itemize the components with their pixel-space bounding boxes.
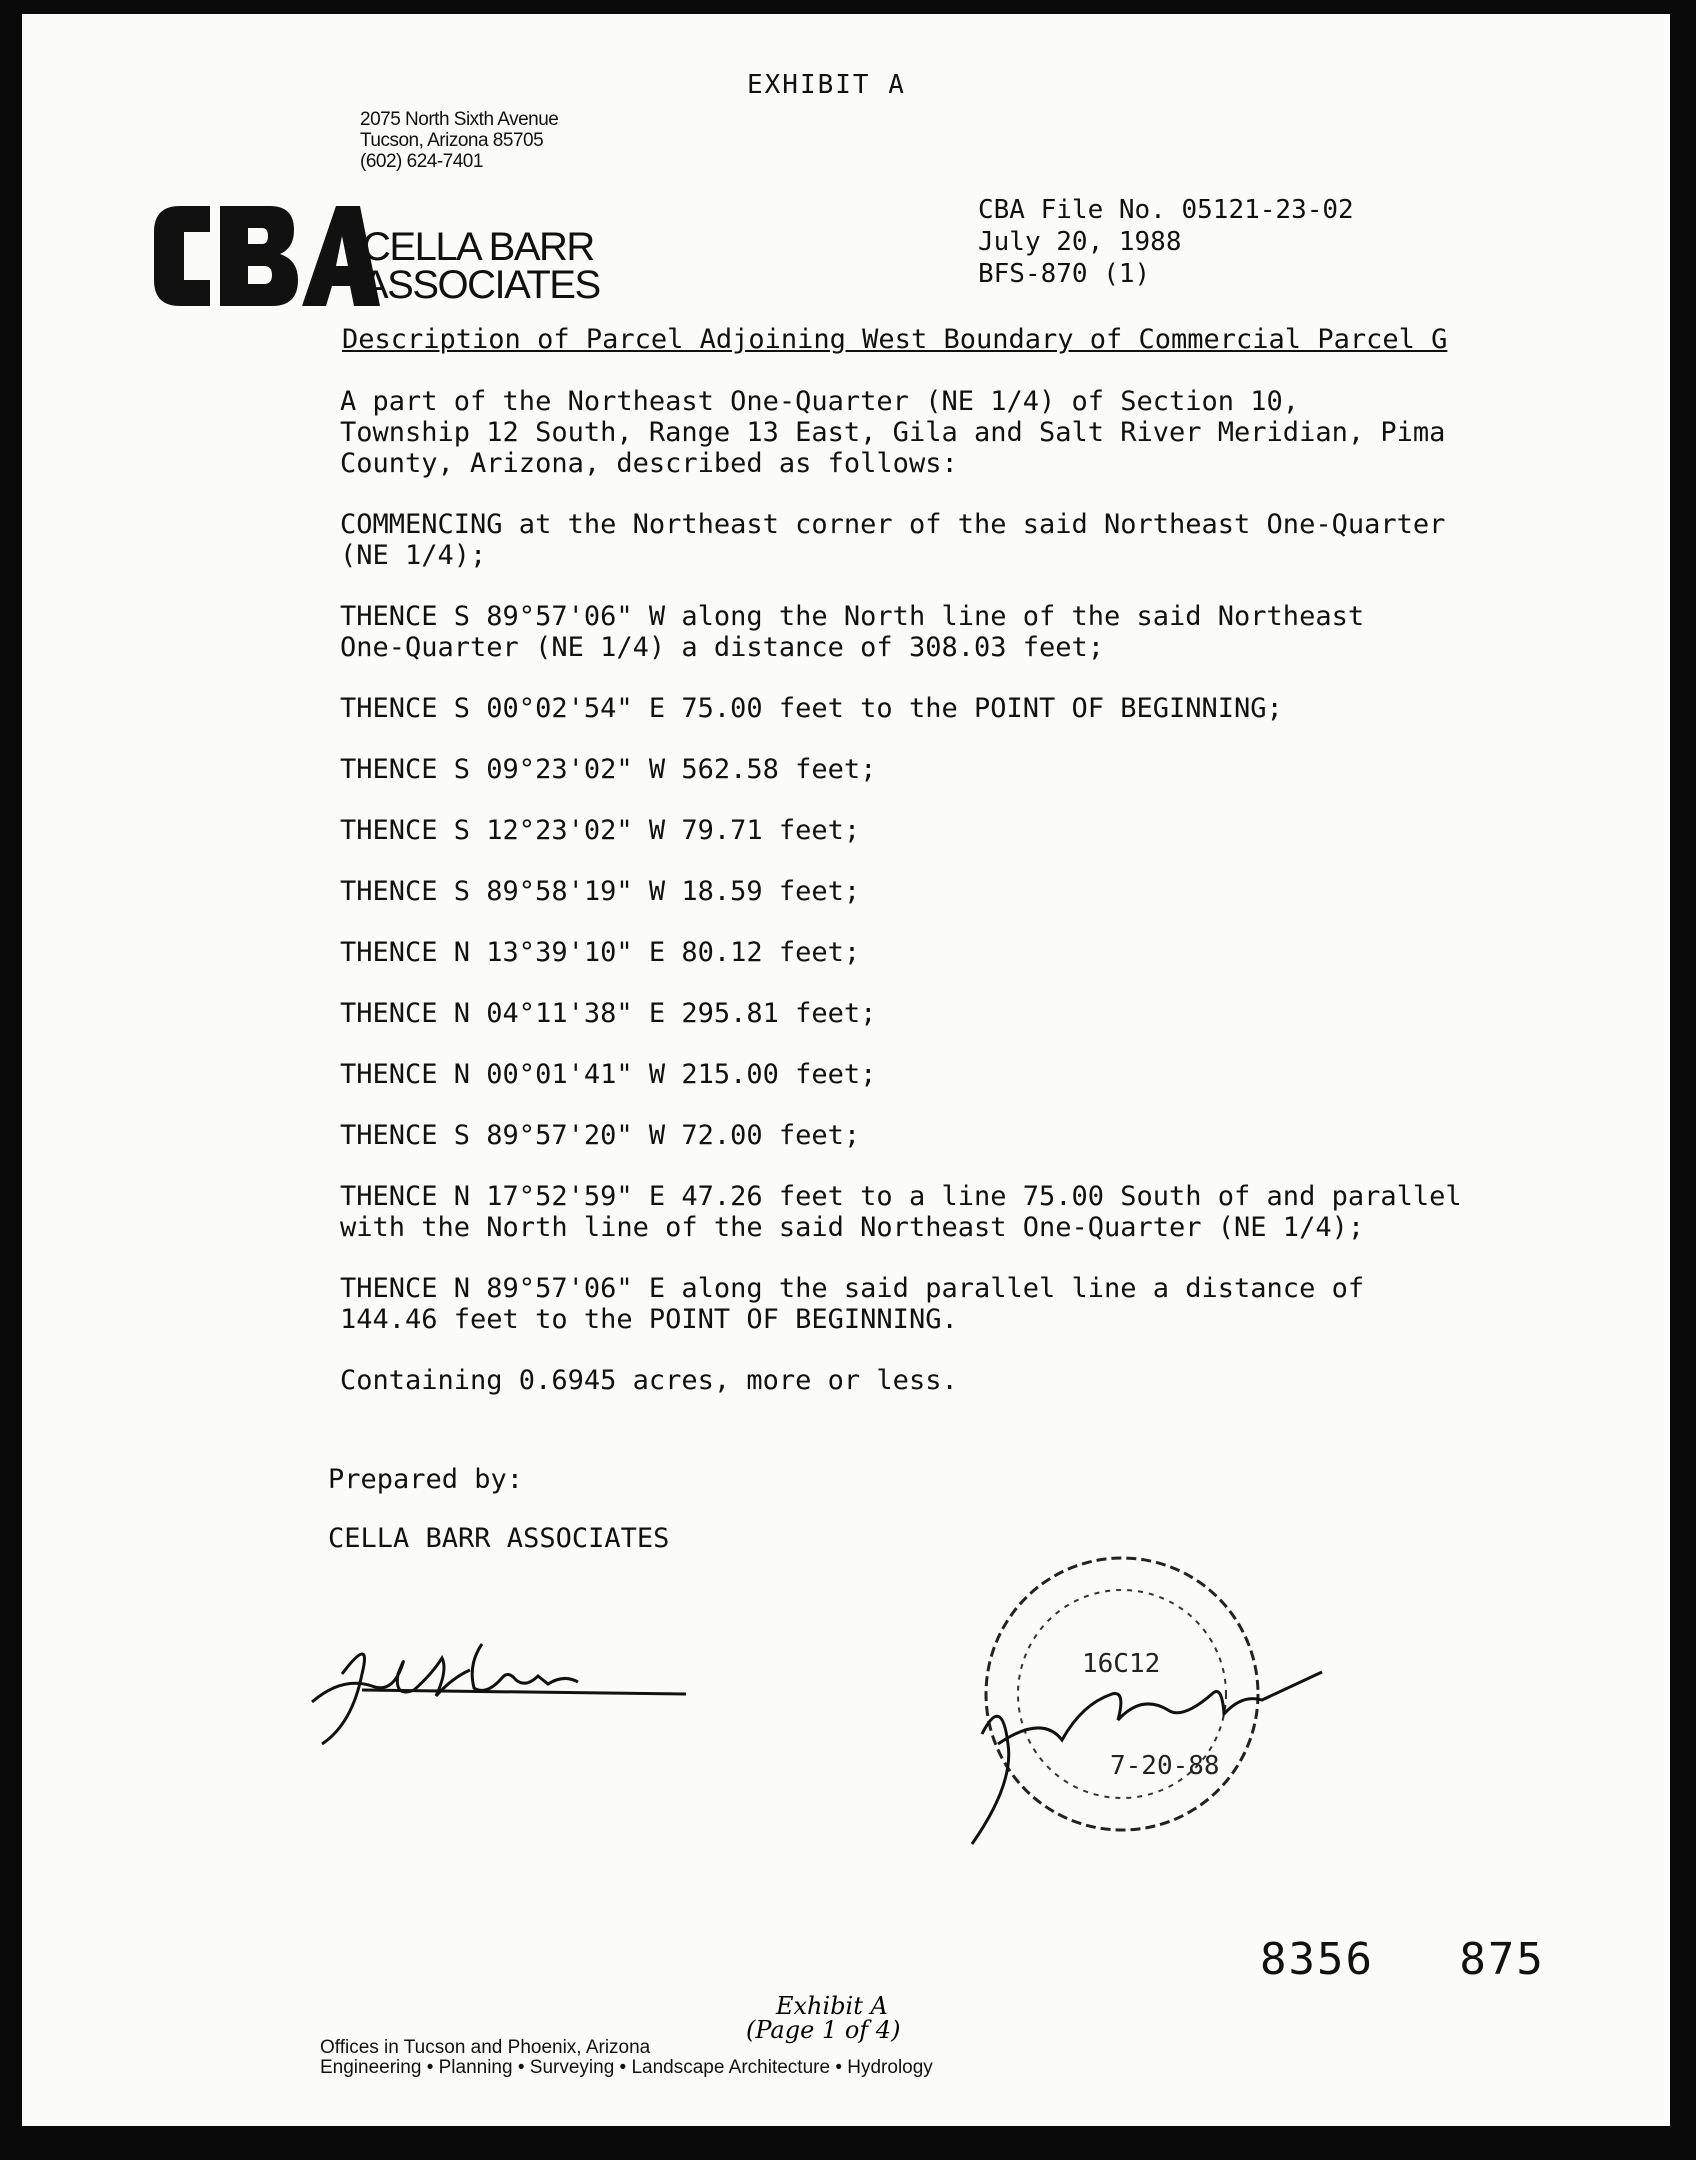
course-paragraph: THENCE S 89°58'19" W 18.59 feet;: [340, 876, 861, 907]
handwritten-note: [746, 1994, 900, 2042]
firm-address: [360, 109, 558, 172]
address-street: 2075 North Sixth Avenue: [360, 109, 559, 130]
course-paragraph: THENCE N 17°52'59" E 47.26 feet to a line 75.00 South of and parallel with the North line of the said Northeast One-Quarter (NE 1/4);: [340, 1181, 1462, 1243]
course-paragraph: THENCE S 89°57'06" W along the North line of the said Northeast One-Quarter (NE 1/4) a distance of 308.03 feet;: [340, 601, 1365, 663]
document-numbers: 8356 875: [1260, 1934, 1545, 1985]
exhibit-title: EXHIBIT A: [747, 70, 906, 100]
page-footer: [320, 2038, 933, 2078]
course-paragraph: THENCE S 12°23'02" W 79.71 feet;: [340, 815, 861, 846]
document-date: July 20, 1988: [978, 227, 1182, 257]
seal-date: 7-20-88: [1110, 1751, 1220, 1781]
course-paragraph: THENCE N 13°39'10" E 80.12 feet;: [340, 937, 861, 968]
document-page: [22, 14, 1670, 2126]
seal-number: 16C12: [1082, 1649, 1161, 1679]
signature: [302, 1614, 702, 1754]
prepared-by-label: Prepared by:: [328, 1464, 524, 1495]
surveyor-seal: [912, 1544, 1332, 1864]
document-heading: Description of Parcel Adjoining West Boundary of Commercial Parcel G: [342, 324, 1448, 355]
commencing-paragraph: COMMENCING at the Northeast corner of the said Northeast One-Quarter (NE 1/4);: [340, 509, 1446, 571]
legal-description: [340, 386, 1480, 1426]
course-paragraph: THENCE N 89°57'06" E along the said parallel line a distance of 144.46 feet to the POINT OF BEGINNING.: [340, 1273, 1365, 1335]
services-line: Engineering • Planning • Surveying • Landscape Architecture • Hydrology: [320, 2057, 933, 2078]
file-reference-block: [978, 194, 1354, 290]
handwritten-note-line1: Exhibit A: [776, 1992, 888, 2020]
file-number: CBA File No. 05121-23-02: [978, 195, 1354, 225]
prepared-by-firm: CELLA BARR ASSOCIATES: [328, 1523, 670, 1554]
acreage-paragraph: Containing 0.6945 acres, more or less.: [340, 1365, 958, 1396]
address-phone: (602) 624-7401: [360, 151, 483, 172]
cba-logo: [150, 202, 380, 310]
firm-name: [362, 225, 600, 307]
reference-code: BFS-870 (1): [978, 259, 1151, 289]
course-paragraph: THENCE S 09°23'02" W 562.58 feet;: [340, 754, 877, 785]
firm-name-line2: ASSOCIATES: [362, 263, 600, 307]
address-city: Tucson, Arizona 85705: [360, 130, 544, 151]
course-paragraph: THENCE S 00°02'54" E 75.00 feet to the POINT OF BEGINNING;: [340, 693, 1283, 724]
course-paragraph: THENCE N 00°01'41" W 215.00 feet;: [340, 1059, 877, 1090]
prepared-by-block: [328, 1464, 669, 1582]
firm-name-line1: CELLA BARR: [362, 225, 594, 269]
course-paragraph: THENCE N 04°11'38" E 295.81 feet;: [340, 998, 877, 1029]
course-paragraph: THENCE S 89°57'20" W 72.00 feet;: [340, 1120, 861, 1151]
handwritten-note-line2: (Page 1 of 4): [746, 2016, 901, 2044]
offices-line: Offices in Tucson and Phoenix, Arizona: [320, 2037, 651, 2058]
intro-paragraph: A part of the Northeast One-Quarter (NE 1/4) of Section 10, Township 12 South, Range 13 East, Gila and Salt River Meridian, Pima County, Arizona, described as follows:: [340, 386, 1446, 479]
